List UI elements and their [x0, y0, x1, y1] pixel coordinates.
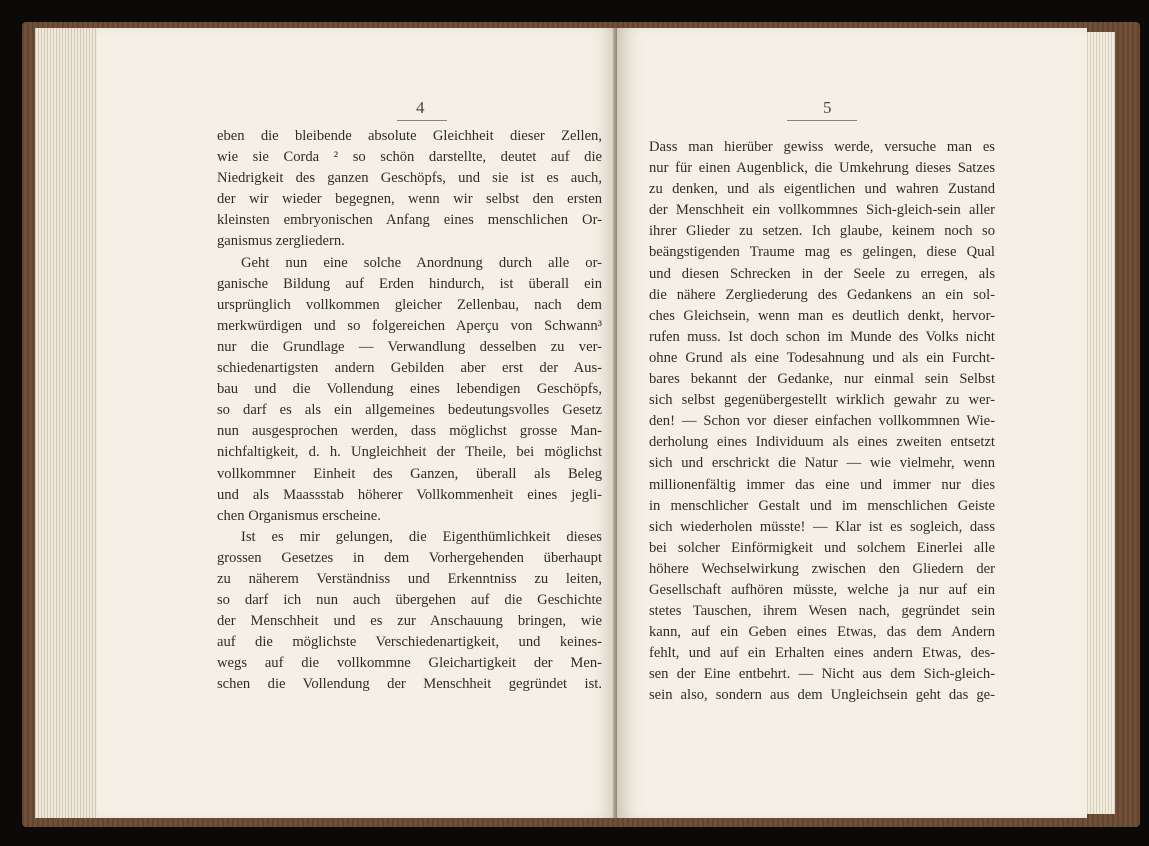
text-line: sein also, sondern aus dem Ungleichsein geht das ge-: [649, 687, 995, 704]
text-line: kleinsten embryonischen Anfang eines menschlichen Or-: [217, 212, 602, 229]
text-line: Niedrigkeit des ganzen Geschöpfs, und sie ist es auch,: [217, 170, 602, 187]
text-line: in menschlicher Gestalt und im menschlichen Geiste: [649, 497, 995, 514]
right-page: [617, 28, 1087, 818]
text-line: nur die Grundlage — Verwandlung desselben zu ver-: [217, 338, 602, 355]
text-line: derholung eines Individuum als eines zweiten entsetzt: [649, 434, 995, 451]
text-line: bares bekannt der Gedanke, nur einmal sein Selbst: [649, 371, 995, 388]
left-page-edges: [35, 28, 105, 818]
text-line: der Menschheit ein vollkommnes Sich-gleich-sein aller: [649, 202, 995, 219]
text-line: wegs auf die vollkommne Gleichartigkeit der Men-: [217, 655, 602, 672]
text-line: und diesen Schrecken in der Seele zu erregen, als: [649, 265, 995, 282]
text-line: zu näherem Verständniss und Erkenntniss zu leiten,: [217, 570, 602, 587]
text-line: kann, auf ein Geben eines Etwas, das dem Andern: [649, 624, 995, 641]
text-line: wie sie Corda ² so schön darstellte, deutet auf die: [217, 149, 602, 166]
text-line: so darf ich nun auch übergehen auf die Geschichte: [217, 592, 602, 609]
text-line: schiedenartigsten andern Gebilden aber erst der Aus-: [217, 360, 602, 377]
left-header-rule: [397, 120, 447, 121]
text-line: auf die möglichste Verschiedenartigkeit, und keines-: [217, 634, 602, 651]
right-page-number: 5: [823, 98, 833, 117]
text-line: chen Organismus erscheine.: [217, 507, 381, 524]
text-line: beängstigenden Traume mag es gelingen, diese Qual: [649, 244, 995, 261]
text-line: und als Maassstab höherer Vollkommenheit eines jegli-: [217, 486, 602, 503]
left-page: [97, 28, 617, 818]
right-header-rule: [787, 120, 857, 121]
left-page-number: 4: [416, 98, 426, 117]
text-line: zu denken, und als eigentlichen und wahren Zustand: [649, 181, 995, 198]
text-line: die nähere Zergliederung des Gedankens an ein sol-: [649, 286, 995, 303]
text-line: grossen Gesetzes in dem Vorhergehenden überhaupt: [217, 549, 602, 566]
text-line: ches Gleichsein, wenn man es deutlich denkt, hervor-: [649, 307, 995, 324]
text-line: der wir wieder begegnen, wenn wir selbst den ersten: [217, 191, 602, 208]
text-line: millionenfältig immer das eine und immer nur dies: [649, 476, 995, 493]
text-line: sich selbst gegenübergestellt wirklich gewahr zu wer-: [649, 392, 995, 409]
text-line: schen die Vollendung der Menschheit gegründet ist.: [217, 676, 602, 693]
text-line: ihrer Glieder zu setzen. Ich glaube, keinem noch so: [649, 223, 995, 240]
text-line: rufen muss. Ist doch schon im Munde des Volks nicht: [649, 328, 995, 345]
text-line: so darf es als ein allgemeines bedeutungsvolles Gesetz: [217, 402, 602, 419]
text-line: fehlt, und auf ein Erhalten eines andern Etwas, des-: [649, 645, 995, 662]
text-line: der Menschheit und es zur Anschauung bringen, wie: [217, 613, 602, 630]
text-line: sich wiederholen müsste! — Klar ist es sogleich, dass: [649, 518, 995, 535]
text-line: vollkommner Einheit des Ganzen, überall als Beleg: [217, 465, 602, 482]
open-book: [35, 28, 1115, 818]
text-line: stetes Tauschen, ihrem Wesen nach, gegründet sein: [649, 603, 995, 620]
text-line: merkwürdigen und so folgereichen Aperçu von Schwann³: [217, 317, 602, 334]
text-line: bei solcher Einförmigkeit und solchem Einerlei alle: [649, 539, 995, 556]
text-line: ursprünglich vollkommen gleicher Zellenbau, nach dem: [217, 296, 602, 313]
text-line: höhere Wechselwirkung zwischen den Gliedern der: [649, 560, 995, 577]
text-line: sen der Eine entbehrt. — Nicht aus dem Sich-gleich-: [649, 666, 995, 683]
text-line: nur für einen Augenblick, die Umkehrung dieses Satzes: [649, 160, 995, 177]
text-line: Dass man hierüber gewiss werde, versuche man es: [649, 139, 995, 155]
text-line: ganische Bildung auf Erden hindurch, ist überall ein: [217, 275, 602, 292]
text-line: bau und die Vollendung eines lebendigen Geschöpfs,: [217, 381, 602, 398]
text-line: nichfaltigkeit, d. h. Ungleichheit der Theile, bei möglichst: [217, 444, 602, 461]
text-line: Ist es mir gelungen, die Eigenthümlichkeit dieses: [241, 528, 602, 545]
text-line: nun ausgesprochen werden, dass möglichst grosse Man-: [217, 423, 602, 440]
text-line: eben die bleibende absolute Gleichheit dieser Zellen,: [217, 128, 602, 144]
right-page-text: [649, 137, 995, 707]
text-line: ganismus zergliedern.: [217, 233, 345, 250]
text-line: Gesellschaft aufhören müsste, welche ja nur auf ein: [649, 581, 995, 598]
text-line: sich und erschrickt die Natur — wie vielmehr, wenn: [649, 455, 995, 472]
text-line: den! — Schon vor dieser einfachen vollkommnen Wie-: [649, 413, 995, 430]
text-line: Geht nun eine solche Anordnung durch alle or-: [241, 254, 602, 271]
left-page-text: [217, 126, 602, 696]
text-line: ohne Grund als eine Todesahnung und als ein Furcht-: [649, 349, 995, 366]
